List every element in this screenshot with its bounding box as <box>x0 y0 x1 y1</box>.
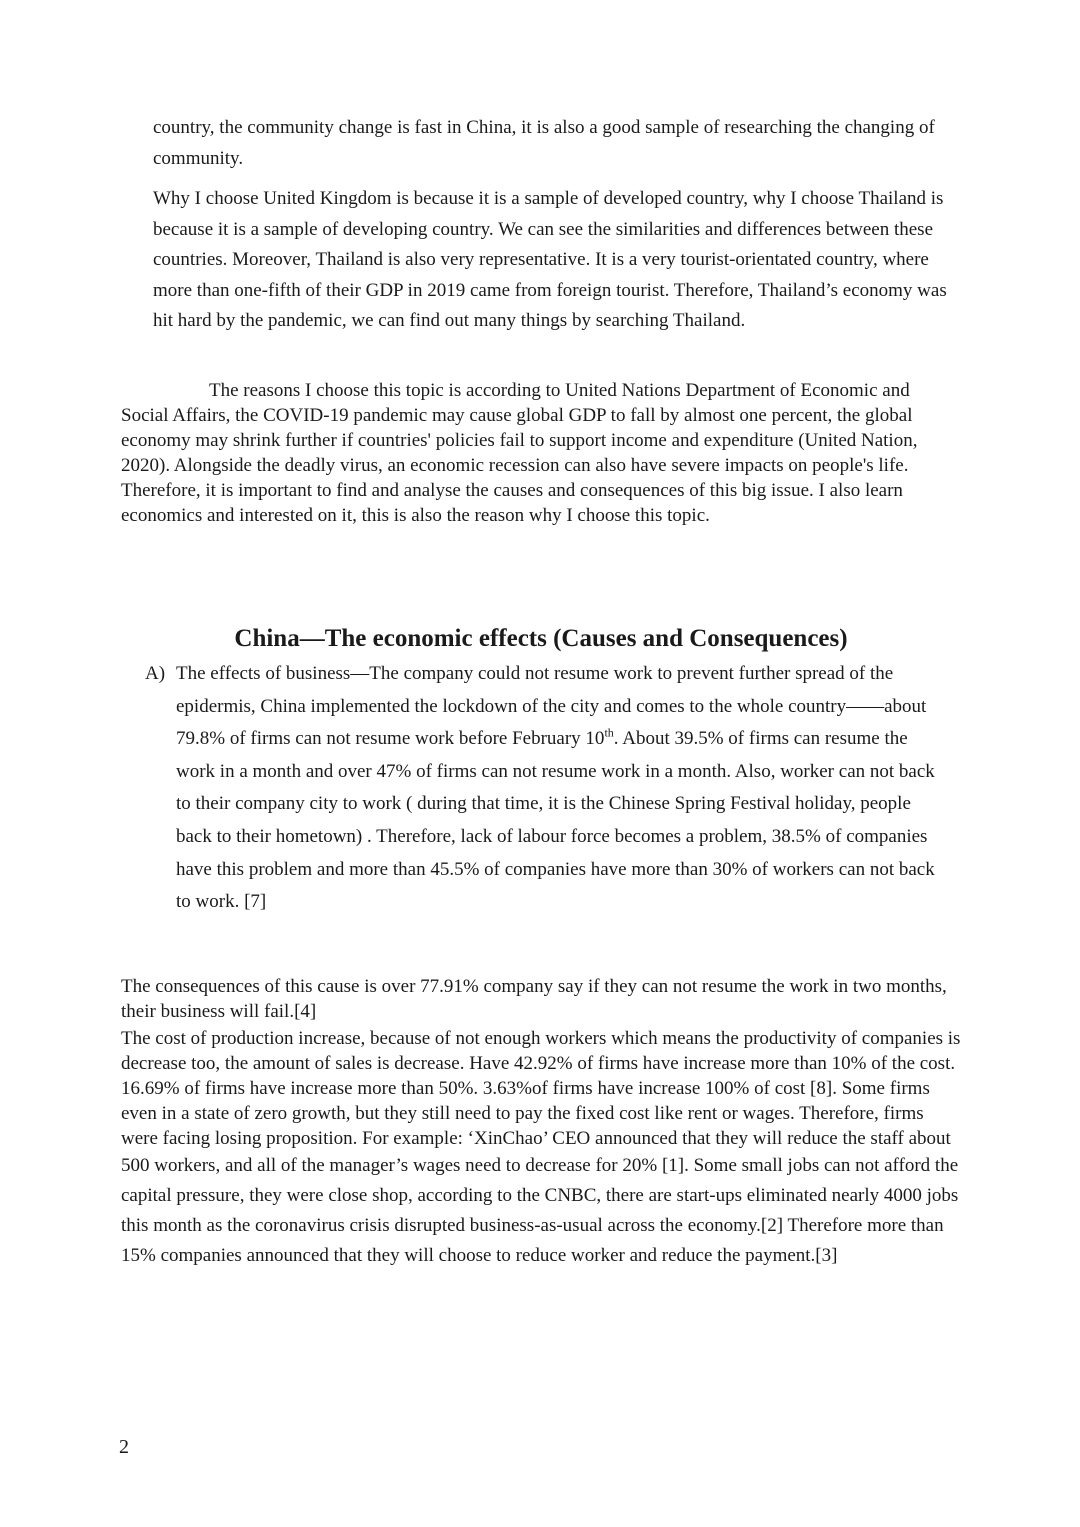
paragraph-production-cost-head: The cost of production increase, because of not enough workers which means the productivity of companies is decrease too, the amount of sales is decrease. Have 42.92% of firms have increase more than 10% of the cost. 16.69% of firms have increase more than 50%. 3.63%of firms have increase 100% of cost [8]. Some firms even in a state of zero growth, but they still need to pay the fixed cost like rent or wages. Therefore, firms were facing losing proposition. For example: ‘XinChao’ CEO announced that they will reduce the staff about 500 workers, and <box>121 1028 961 1176</box>
paragraph-community-change: country, the community change is fast in China, it is also a good sample of researching the changing of community. <box>153 117 935 169</box>
list-item-body <box>176 658 945 919</box>
section-heading: China—The economic effects (Causes and Consequences) <box>234 624 848 652</box>
superscript: th <box>604 725 614 740</box>
list-item-business-effects <box>145 658 945 919</box>
list-text-before-sup: The effects of business—The company could not resume work to prevent further spread of the epidermis, China implemented the lockdown of the city and comes to the whole country——about 79.8% of firms can not resume work before February 10 <box>176 663 927 750</box>
page-number: 2 <box>119 1436 129 1458</box>
paragraph-production-cost-tail: all of the manager’s wages need to decrease for 20% [1]. Some small jobs can not afford the capital pressure, they were close shop, according to the CNBC, there are start-ups eliminated nearly 4000 jobs this month as the coronavirus crisis disrupted business-as-usual across the economy.[2] Therefore more than 15% companies announced that they will choose to reduce worker and reduce the payment.[3] <box>121 1155 959 1266</box>
list-text-after-sup: . About 39.5% of firms can resume the work in a month and over 47% of firms can not resume work in a month. Also, worker can not back to their company city to work ( during that time, it is the Chinese Spring Festival holiday, people back to their hometown) . Therefore, lack of labour force becomes a problem, 38.5% of companies have this problem and more than 45.5% of companies have more than 30% of workers can not back to work. [7] <box>176 728 935 913</box>
paragraph-country-choice: Why I choose United Kingdom is because it is a sample of developed country, why I choose Thailand is because it is a sample of developing country. We can see the similarities and differences between these countries. Moreover, Thailand is also very representative. It is a very tourist-orientated country, where more than one-fifth of their GDP in 2019 came from foreign tourist. Therefore, Thailand’s economy was hit hard by the pandemic, we can find out many things by searching Thailand. <box>153 188 947 331</box>
paragraph-production-cost <box>121 1026 961 1271</box>
paragraph-consequences: The consequences of this cause is over 77.91% company say if they can not resume the work in two months, their business will fail.[4] <box>121 976 947 1022</box>
paragraph-topic-reasons: The reasons I choose this topic is according to United Nations Department of Economic and Social Affairs, the COVID-19 pandemic may cause global GDP to fall by almost one percent, the global economy may shrink further if countries' policies fail to support income and expenditure (United Nation, 2020). Alongside the deadly virus, an economic recession can also have severe impacts on people's life. Therefore, it is important to find and analyse the causes and consequences of this big issue. I also learn economics and interested on it, this is also the reason why I choose this topic. <box>121 380 918 526</box>
list-marker: A) <box>145 663 166 684</box>
